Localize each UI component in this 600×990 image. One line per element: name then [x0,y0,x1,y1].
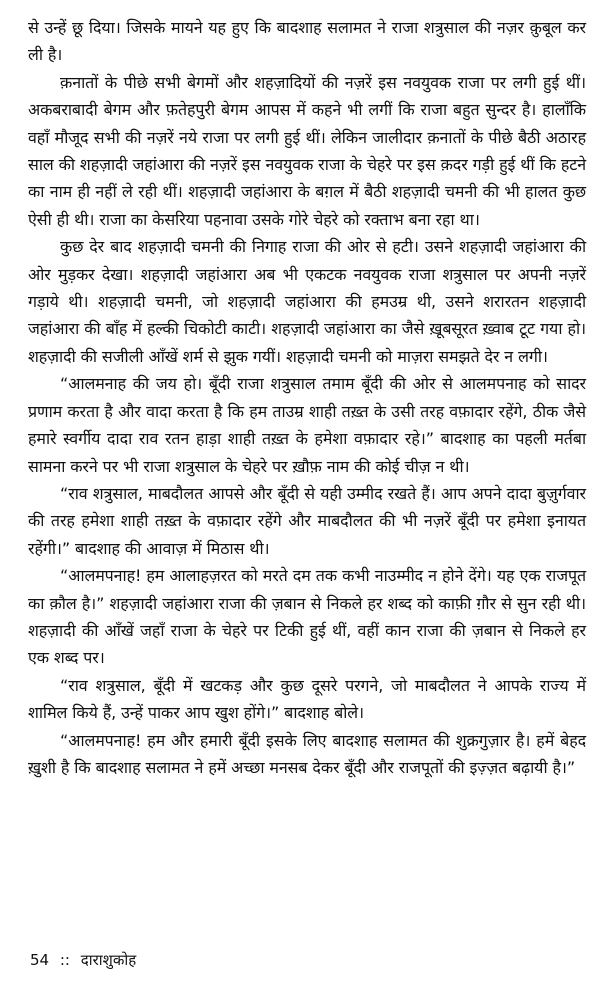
paragraph-dialogue: “राव शत्रुसाल, बूँदी में खटकड़ और कुछ दूसरे परगने, जो माबदौलत ने आपके राज्य में शामिल किये हैं, उन्हें पाकर आप खुश होंगे।” बादशाह बोले। [28,675,586,723]
footer-separator: :: [59,951,70,969]
body-text [28,14,586,781]
book-title: दाराशुकोह [80,951,137,969]
paragraph: कुछ देर बाद शहज़ादी चमनी की निगाह राजा की ओर से हटी। उसने शहज़ादी जहांआरा की ओर मुड़कर देखा। शहज़ादी जहांआरा अब भी एकटक नवयुवक राजा शत्रुसाल पर अपनी नज़रें गड़ाये थी। शहज़ादी चमनी, जो शहज़ादी जहांआरा की हमउम्र थी, उसने शरारतन शहज़ादी जहांआरा की बाँह में हल्की चिकोटी काटी। शहज़ादी जहांआरा का जैसे ख़ूबसूरत ख़्वाब टूट गया हो। शहज़ादी की सजीली आँखें शर्म से झुक गयीं। शहज़ादी चमनी को माज़रा समझते देर न लगी। [28,237,586,366]
paragraph-dialogue: “आलमपनाह! हम और हमारी बूँदी इसके लिए बादशाह सलामत की शुक्रगुज़ार है। हमें बेहद ख़ुशी है कि बादशाह सलामत ने हमें अच्छा मनसब देकर बूँदी और राजपूतों की इज़्ज़त बढ़ायी है।” [28,730,586,777]
paragraph-continuation: से उन्हें छू दिया। जिसके मायने यह हुए कि बादशाह सलामत ने राजा शत्रुसाल की नज़र क़ुबूल कर ली है। [28,18,586,65]
page-number: 54 [30,951,50,969]
paragraph-dialogue: “राव शत्रुसाल, माबदौलत आपसे और बूँदी से यही उम्मीद रखते हैं। आप अपने दादा बुज़ुर्गवार की तरह हमेशा शाही तख़्त के वफ़ादार रहेंगे और माबदौलत की भी नज़रें बूँदी पर हमेशा इनायत रहेंगी।” बादशाह की आवाज़ में मिठास थी। [28,483,586,558]
paragraph-dialogue: “आलमनाह की जय हो। बूँदी राजा शत्रुसाल तमाम बूँदी की ओर से आलमपनाह को सादर प्रणाम करता है और वादा करता है कि हम ताउम्र शाही तख़्त के उसी तरह वफ़ादार रहेंगे, ठीक जैसे हमारे स्वर्गीय दादा राव रतन हाड़ा शाही तख़्त के हमेशा वफ़ादार रहे।” बादशाह का पहली मर्तबा सामना करने पर भी राजा शत्रुसाल के चेहरे पर ख़ौफ़ नाम की कोई चीज़ न थी। [28,374,586,476]
paragraph-dialogue: “आलमपनाह! हम आलाहज़रत को मरते दम तक कभी नाउम्मीद न होने देंगे। यह एक राजपूत का क़ौल है।” शहज़ादी जहांआरा राजा की ज़बान से निकले हर शब्द को काफ़ी ग़ौर से सुन रही थी। शहज़ादी की आँखें जहाँ राजा के चेहरे पर टिकी हुई थीं, वहीं कान राजा की ज़बान से निकले हर एक शब्द पर। [28,566,586,668]
paragraph: क़नातों के पीछे सभी बेगमों और शहज़ादियों की नज़रें इस नवयुवक राजा पर लगी हुई थीं। अकबराबादी बेगम और फ़तेहपुरी बेगम आपस में कहने भी लगीं कि राजा बहुत सुन्दर है। हालाँकि वहाँ मौजूद सभी की नज़रें नये राजा पर लगी हुई थीं। लेकिन जालीदार क़नातों के पीछे बैठी अठारह साल की शहज़ादी जहांआरा की नज़रें इस नवयुवक राजा के चेहरे पर इस क़दर गड़ी हुई थीं कि हटने का नाम ही नहीं ले रही थीं। शहज़ादी जहांआरा के बग़ल में बैठी शहज़ादी चमनी की भी हालत कुछ ऐसी ही थी। राजा का केसरिया पहनावा उसके गोरे चेहरे को रक्ताभ बना रहा था। [28,72,586,229]
page-footer [30,950,136,970]
